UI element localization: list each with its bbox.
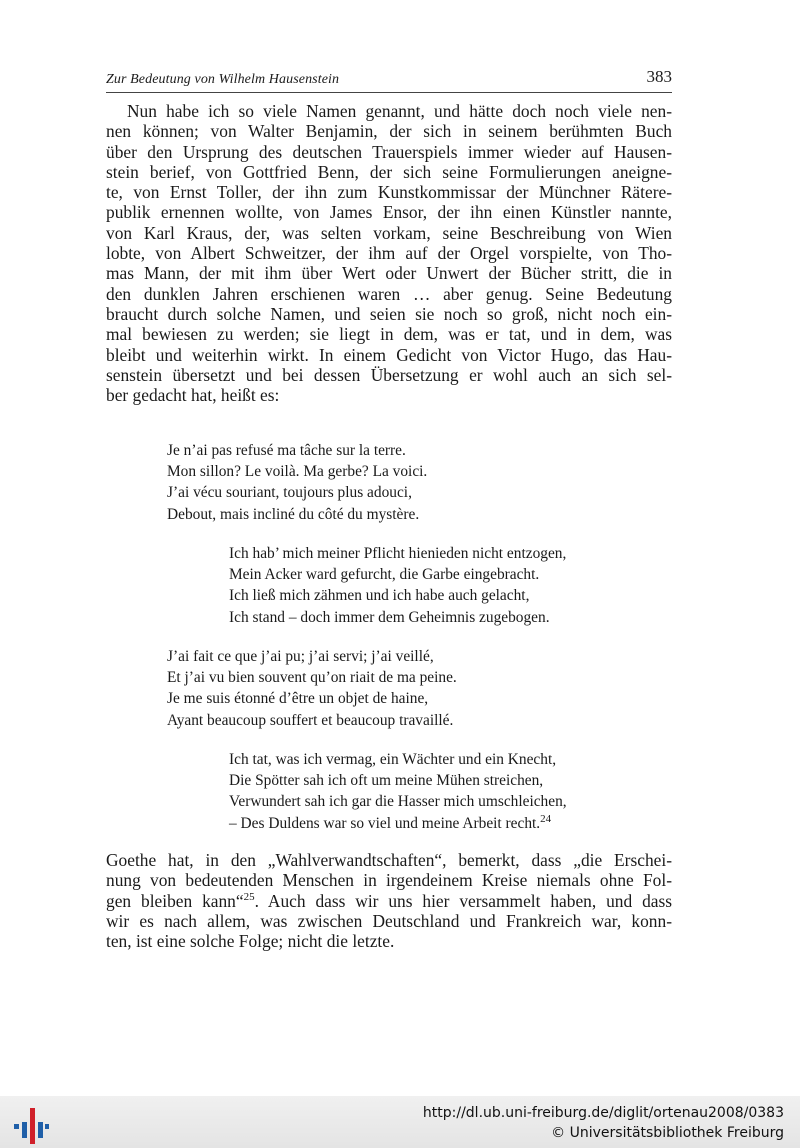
text-line: mas Mann, der mit ihm über Wert oder Unwert der Bücher stritt, die in	[106, 263, 672, 284]
text-line: von Karl Kraus, der, was selten vorkam, seine Beschreibung von Wien	[106, 222, 672, 243]
text-line: Nun habe ich so viele Namen genannt, und hätte doch noch viele nen-	[127, 101, 672, 121]
text-line: wir es nach allem, was zwischen Deutschland und Frankreich war, konn-	[106, 910, 672, 931]
paragraph-2	[106, 850, 672, 951]
text-line: nung von bedeutenden Menschen in irgendeinem Kreise niemals ohne Fol-	[106, 870, 672, 891]
text-line: über den Ursprung des deutschen Trauerspiels immer wieder auf Hausen-	[106, 141, 672, 162]
verse-line: Verwundert sah ich gar die Hasser mich umschleichen,	[229, 793, 567, 811]
library-logo-icon	[10, 1104, 50, 1144]
verse-line: Je n’ai pas refusé ma tâche sur la terre.	[167, 442, 406, 459]
verse-line: J’ai fait ce que j’ai pu; j’ai servi; j’ai veillé,	[167, 648, 434, 665]
text-segment: . Auch dass wir uns hier versammelt haben, und dass	[254, 890, 673, 911]
verse-line: Ich ließ mich zähmen und ich habe auch gelacht,	[229, 587, 530, 605]
footnote-ref-24[interactable]: 24	[540, 812, 552, 825]
text-line: ten, ist eine solche Folge; nicht die letzte.	[106, 931, 395, 952]
verse-line: J’ai vécu souriant, toujours plus adouci,	[167, 484, 412, 502]
text-line: lobte, von Albert Schweitzer, der ihm auf der Orgel vorspielte, von Tho-	[106, 243, 672, 264]
text-line: braucht durch solche Namen, und seien sie noch so groß, nicht noch ein-	[106, 303, 672, 324]
verse-line: Ayant beaucoup souffert et beaucoup travaillé.	[167, 711, 454, 729]
footer-bar	[0, 1096, 800, 1148]
verse-text: – Des Duldens war so viel und meine Arbeit recht.	[229, 814, 541, 832]
poem-stanza-2-french	[167, 646, 457, 731]
poem-stanza-2-german	[229, 749, 567, 834]
verse-line: Et j’ai vu bien souvent qu’on riait de ma peine.	[167, 669, 457, 687]
verse-line: Mein Acker ward gefurcht, die Garbe eingebracht.	[229, 566, 540, 584]
verse-line: Je me suis étonné d’être un objet de haine,	[167, 690, 429, 708]
text-line	[106, 891, 672, 911]
page-number: 383	[646, 67, 672, 86]
copyright-notice: © Universitätsbibliothek Freiburg	[551, 1125, 784, 1141]
text-line: senstein übersetzt und bei dessen Übersetzung er wohl auch an sich sel-	[106, 364, 672, 385]
verse-line: Debout, mais incliné du côté du mystère.	[167, 505, 420, 523]
source-url-link[interactable]: http://dl.ub.uni-freiburg.de/diglit/ortenau2008/0383	[422, 1105, 784, 1121]
text-line: ber gedacht hat, heißt es:	[106, 385, 280, 406]
paragraph-1	[106, 101, 672, 405]
text-line: publik ernennen wollte, von James Ensor, der ihn einen Künstler nannte,	[106, 202, 672, 223]
verse-line: Die Spötter sah ich oft um meine Mühen streichen,	[229, 772, 544, 790]
poem-stanza-1-french	[167, 440, 427, 525]
verse-line: Ich tat, was ich vermag, ein Wächter und ein Knecht,	[229, 751, 557, 768]
running-head: Zur Bedeutung von Wilhelm Hausenstein	[106, 72, 340, 87]
verse-line	[229, 813, 567, 834]
verse-line: Ich hab’ mich meiner Pflicht hienieden nicht entzogen,	[229, 545, 567, 562]
text-line: stein berief, von Gottfried Benn, der sich seine Formulierungen aneigne-	[106, 161, 672, 182]
text-line: den dunklen Jahren erschienen waren … aber genug. Seine Bedeutung	[106, 283, 672, 304]
page-header	[106, 66, 672, 93]
text-segment: gen bleiben kann“	[106, 890, 244, 911]
poem-stanza-1-german	[229, 543, 566, 628]
footnote-ref-25[interactable]: 25	[243, 890, 255, 903]
text-line: Goethe hat, in den „Wahlverwandtschaften“, bemerkt, dass „die Erschei-	[106, 850, 672, 870]
text-line: mal bewiesen zu werden; sie liegt in dem, was er tat, und in dem, was	[106, 324, 672, 345]
verse-line: Ich stand – doch immer dem Geheimnis zugebogen.	[229, 608, 550, 626]
verse-line: Mon sillon? Le voilà. Ma gerbe? La voici.	[167, 463, 428, 481]
text-line: te, von Ernst Toller, der ihn zum Kunstkommissar der Münchner Rätere-	[106, 182, 672, 203]
text-line: nen können; von Walter Benjamin, der sich in seinem berühmten Buch	[106, 121, 672, 142]
text-line: bleibt und weiterhin wirkt. In einem Gedicht von Victor Hugo, das Hau-	[106, 344, 672, 365]
